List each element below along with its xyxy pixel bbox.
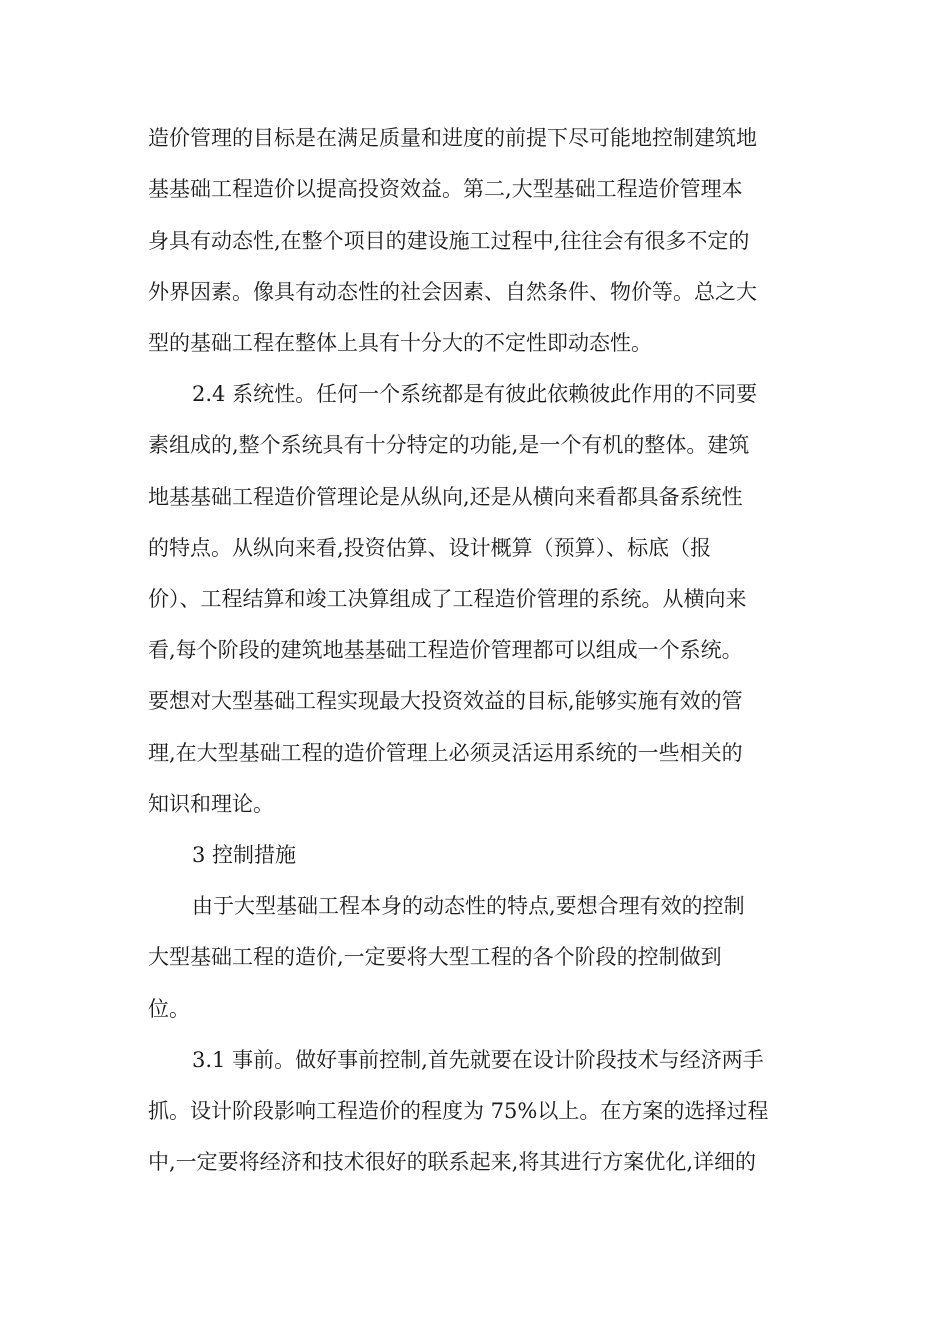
text-line: 型的基础工程在整体上具有十分大的不定性即动态性。 <box>148 331 652 355</box>
text-line: 抓。设计阶段影响工程造价的程度为 75%以上。在方案的选择过程 <box>148 1099 769 1123</box>
text-line: 理,在大型基础工程的造价管理上必须灵活运用系统的一些相关的 <box>148 741 743 765</box>
section-heading: 3 控制措施 <box>192 843 297 867</box>
text-line: 中,一定要将经济和技术很好的联系起来,将其进行方案优化,详细的 <box>148 1150 757 1174</box>
text-line: 素组成的,整个系统具有十分特定的功能,是一个有机的整体。建筑 <box>148 433 750 457</box>
text-line: 基基础工程造价以提高投资效益。第二,大型基础工程造价管理本 <box>148 177 743 201</box>
text-line: 知识和理论。 <box>148 792 274 816</box>
text-line: 地基基础工程造价管理论是从纵向,还是从横向来看都具备系统性 <box>148 485 743 509</box>
text-line: 身具有动态性,在整个项目的建设施工过程中,往往会有很多不定的 <box>148 229 750 253</box>
text-line: 外界因素。像具有动态性的社会因素、自然条件、物价等。总之大 <box>148 280 757 304</box>
section-2-4-first-line: 2.4 系统性。任何一个系统都是有彼此依赖彼此作用的不同要 <box>192 382 758 406</box>
text-line: 大型基础工程的造价,一定要将大型工程的各个阶段的控制做到 <box>148 945 722 969</box>
text-line: 造价管理的目标是在满足质量和进度的前提下尽可能地控制建筑地 <box>148 126 757 150</box>
text-line: 的特点。从纵向来看,投资估算、设计概算（预算）、标底（报 <box>148 536 712 560</box>
text-line: 价）、工程结算和竣工决算组成了工程造价管理的系统。从横向来 <box>148 587 747 611</box>
text-line: 要想对大型基础工程实现最大投资效益的目标,能够实施有效的管 <box>148 689 743 713</box>
text-line: 看,每个阶段的建筑地基基础工程造价管理都可以组成一个系统。 <box>148 638 743 662</box>
section-3-1-first-line: 3.1 事前。做好事前控制,首先就要在设计阶段技术与经济两手 <box>192 1048 764 1072</box>
paragraph-first-line: 由于大型基础工程本身的动态性的特点,要想合理有效的控制 <box>192 894 745 918</box>
text-line: 位。 <box>148 997 190 1021</box>
